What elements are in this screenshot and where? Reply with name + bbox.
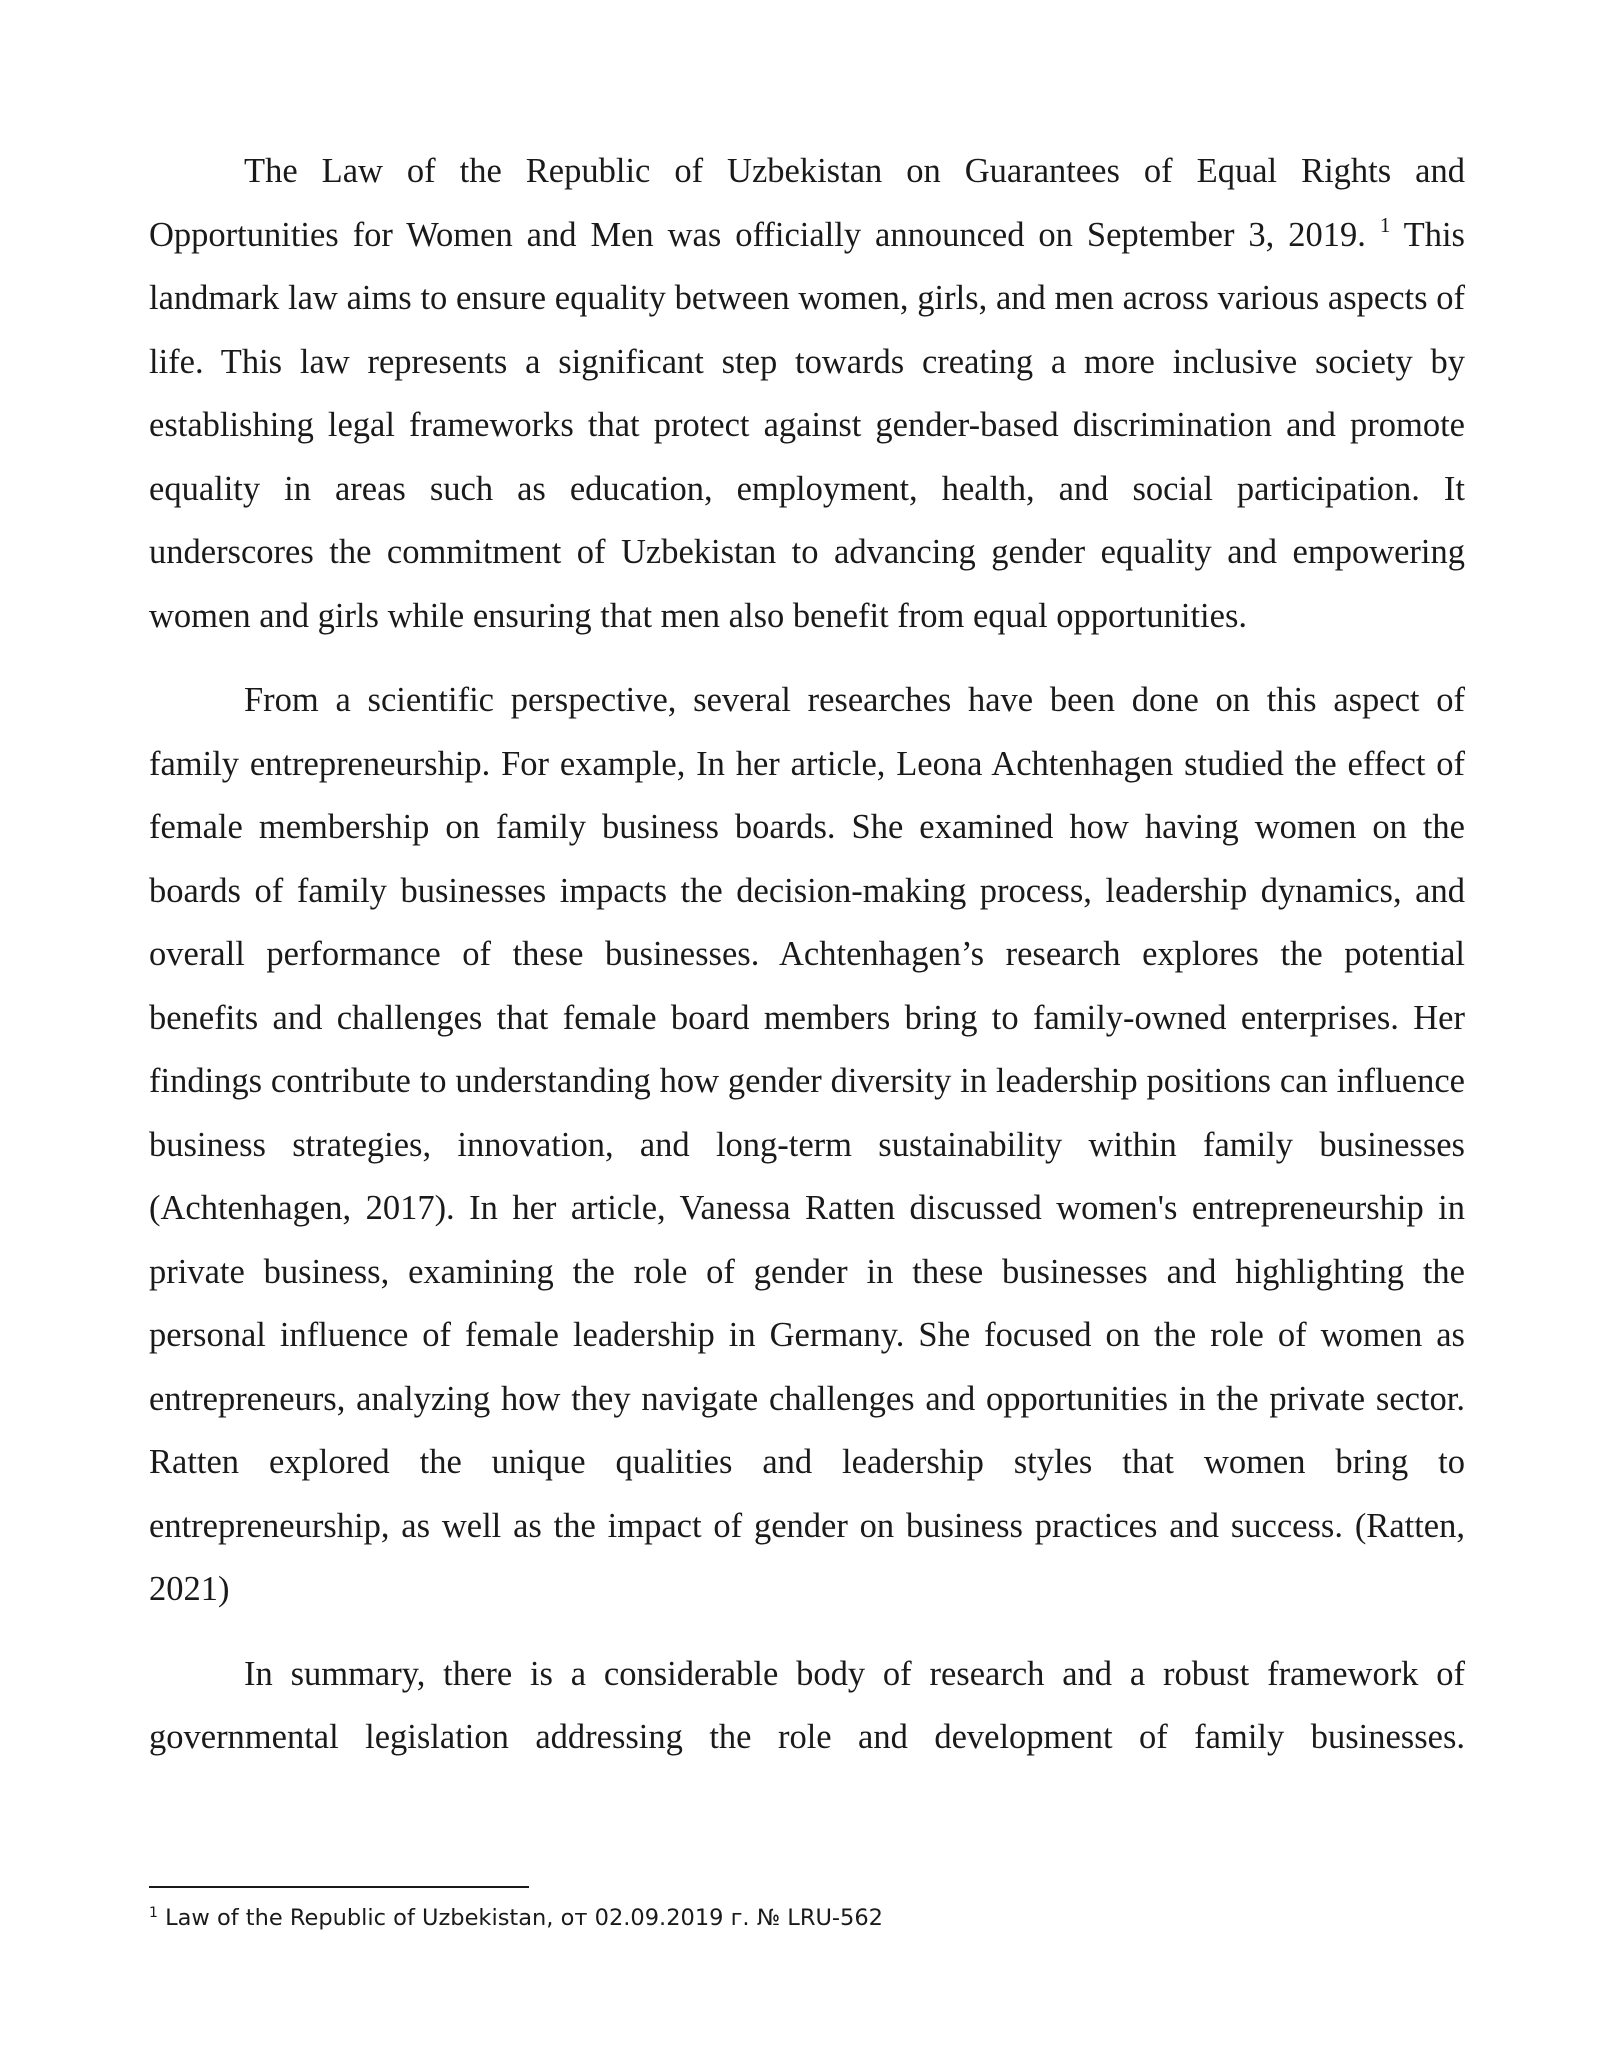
paragraph-text: The Law of the Republic of Uzbekistan on Guarantees of Equal Rights and Opportunities for Women and Men was officially announced on September 3, 2019. — [149, 152, 1465, 254]
footnote-reference[interactable]: 1 — [1379, 212, 1391, 237]
footnote — [149, 1903, 1449, 1933]
paragraph-summary: In summary, there is a considerable body of research and a robust framework of governmental legislation addressing the role and development of family businesses. — [149, 1654, 1465, 1756]
paragraph-text: This landmark law aims to ensure equality between women, girls, and men across various aspects of life. This law represents a significant step towards creating a more inclusive society by establishing legal frameworks that protect against gender-based discrimination and promote equality in areas such as education, employment, health, and social participation. It underscores the commitment of Uzbekistan to advancing gender equality and empowering women and girls while ensuring that men also benefit from equal opportunities. — [149, 215, 1465, 635]
paragraph-uzbekistan-law — [149, 140, 1465, 648]
footnote-marker: 1 — [149, 1905, 158, 1921]
footnote-separator — [149, 1886, 529, 1888]
body-text — [149, 140, 1465, 1791]
footnote-text: Law of the Republic of Uzbekistan, от 02.09.2019 г. № LRU-562 — [157, 1905, 883, 1931]
paragraph-scientific-perspective: From a scientific perspective, several researches have been done on this aspect of family entrepreneurship. For example, In her article, Leona Achtenhagen studied the effect of female membership on family business boards. She examined how having women on the boards of family businesses impacts the decision-making process, leadership dynamics, and overall performance of these businesses. Achtenhagen’s research explores the potential benefits and challenges that female board members bring to family-owned enterprises. Her findings contribute to understanding how gender diversity in leadership positions can influence business strategies, innovation, and long-term sustainability within family businesses (Achtenhagen, 2017). In her article, Vanessa Ratten discussed women's entrepreneurship in private business, examining the role of gender in these businesses and highlighting the personal influence of female leadership in Germany. She focused on the role of women as entrepreneurs, analyzing how they navigate challenges and opportunities in the private sector. Ratten explored the unique qualities and leadership styles that women bring to entrepreneurship, as well as the impact of gender on business practices and success. (Ratten, 2021) — [149, 681, 1465, 1608]
